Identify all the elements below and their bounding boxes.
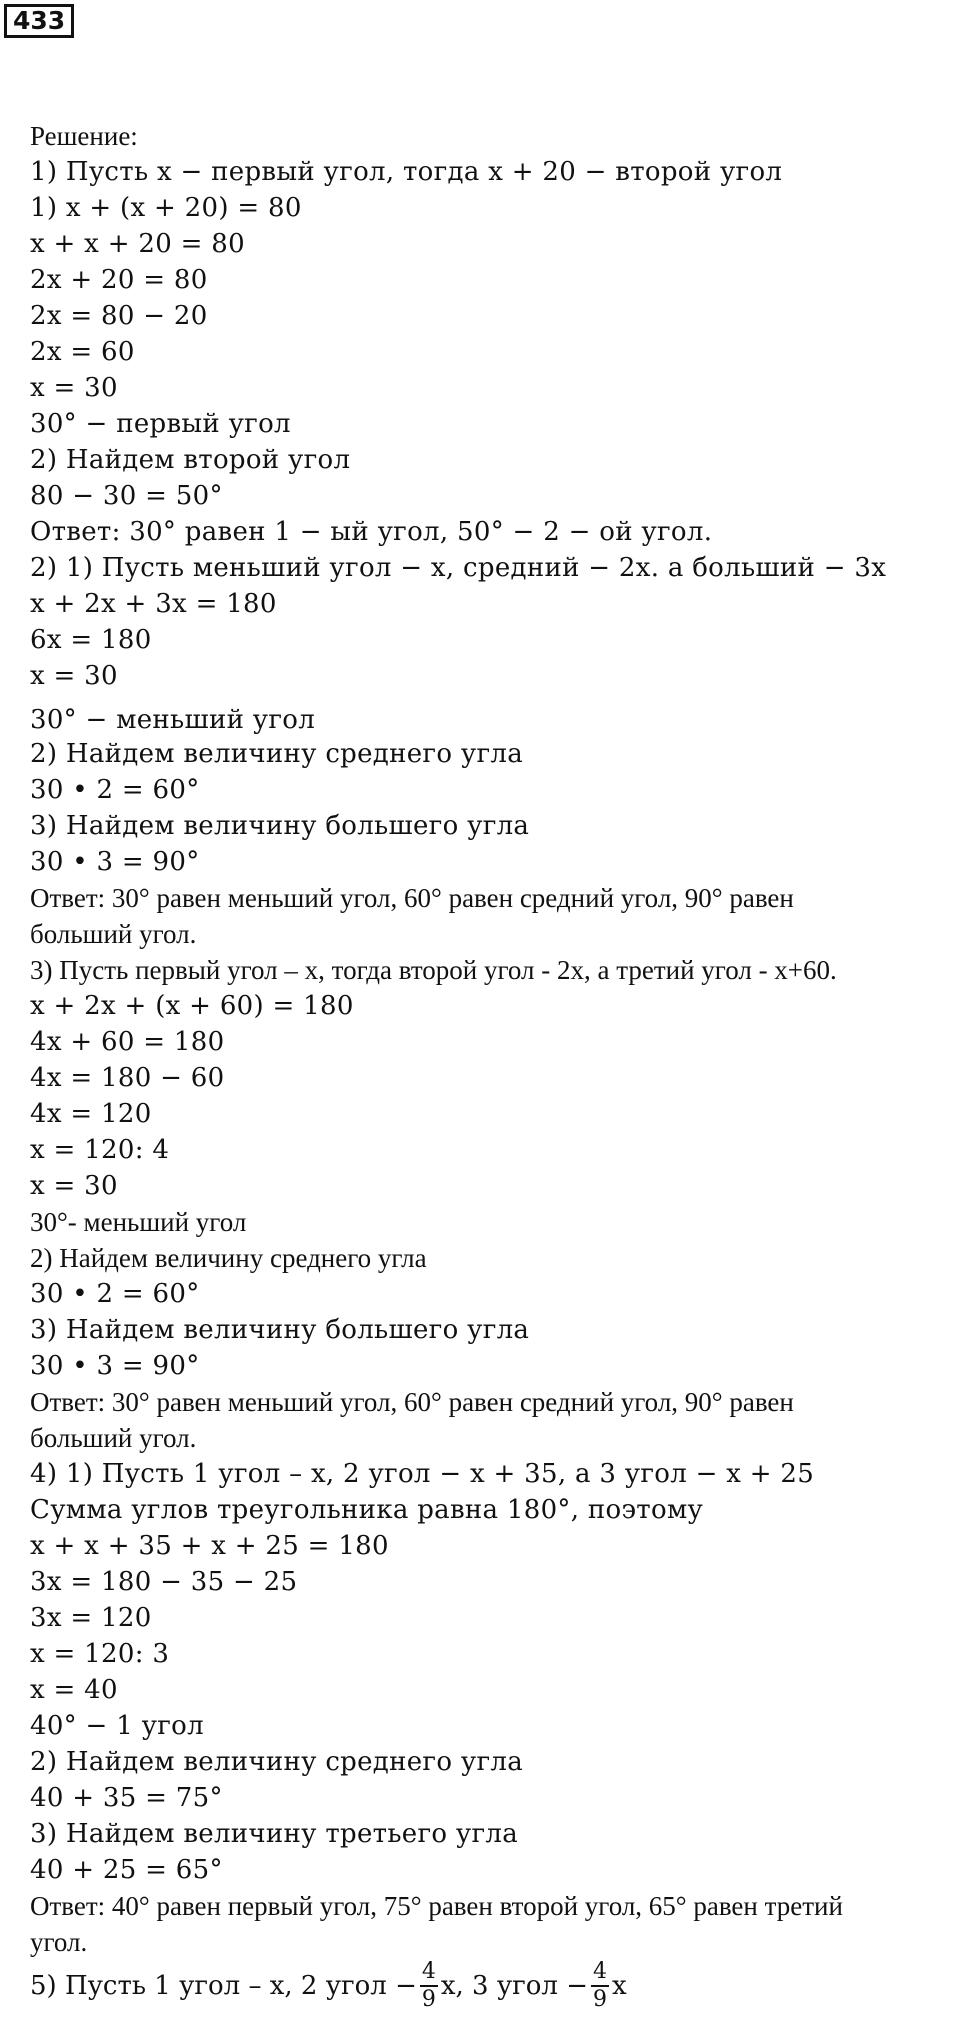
solution-line: 2) Найдем величину среднего угла (30, 1747, 524, 1777)
solution-line: x = 30 (30, 1171, 118, 1201)
solution-line: 3x = 120 (30, 1603, 152, 1633)
solution-line: Ответ: 30° равен меньший угол, 60° равен средний угол, 90° равен (30, 1387, 794, 1417)
numerator: 4 (593, 1959, 607, 1984)
solution-line: Ответ: 30° равен 1 − ый угол, 50° − 2 − ой угол. (30, 517, 713, 547)
solution-line: Решение: (30, 121, 138, 151)
solution-line: 30° − первый угол (30, 409, 291, 439)
solution-line: 2) Найдем второй угол (30, 445, 351, 475)
solution-line: 6x = 180 (30, 625, 152, 655)
solution-line: угол. (30, 1927, 88, 1957)
solution-line: 30° − меньший угол (30, 705, 316, 735)
solution-line: 3) Найдем величину большего угла (30, 1315, 530, 1345)
solution-line: 4) 1) Пусть 1 угол – x, 2 угол − x + 35, а 3 угол − x + 25 (30, 1459, 815, 1489)
solution-line: 4x + 60 = 180 (30, 1027, 225, 1057)
solution-line: Сумма углов треугольника равна 180°, поэтому (30, 1495, 704, 1525)
solution-line: x + x + 20 = 80 (30, 229, 245, 259)
fraction (591, 1959, 609, 2013)
solution-line: 1) Пусть x − первый угол, тогда x + 20 − второй угол (30, 157, 783, 187)
solution-line: Ответ: 30° равен меньший угол, 60° равен средний угол, 90° равен (30, 883, 794, 913)
solution-line: 30 • 3 = 90° (30, 847, 200, 877)
solution-line: x + x + 35 + x + 25 = 180 (30, 1531, 389, 1561)
solution-line: 3x = 180 − 35 − 25 (30, 1567, 298, 1597)
fraction (420, 1959, 438, 2013)
solution-line: 40 + 35 = 75° (30, 1783, 223, 1813)
solution-line: 2) 1) Пусть меньший угол − x, средний − 2x. а больший − 3x (30, 553, 887, 583)
solution-line: 4x = 120 (30, 1099, 152, 1129)
solution-line: 2x = 60 (30, 337, 135, 367)
numerator: 4 (421, 1959, 436, 1984)
solution-line: x + 2x + 3x = 180 (30, 589, 277, 619)
solution-line-fraction (30, 1956, 627, 2016)
solution-line: x = 30 (30, 373, 118, 403)
solution-line: 40 + 25 = 65° (30, 1855, 223, 1885)
solution-line: 4x = 180 − 60 (30, 1063, 225, 1093)
solution-line: 30 • 2 = 60° (30, 1279, 200, 1309)
line-text: 5) Пусть 1 угол – x, 2 угол − (30, 1971, 417, 2001)
denominator: 9 (421, 1987, 436, 2012)
line-text: x, 3 угол − (440, 1971, 588, 2001)
solution-text (30, 118, 960, 1960)
solution-line: 2x + 20 = 80 (30, 265, 208, 295)
solution-line: 30 • 3 = 90° (30, 1351, 200, 1381)
problem-number: 433 (4, 4, 74, 38)
line-text: x (612, 1971, 627, 2001)
solution-line: 2x = 80 − 20 (30, 301, 208, 331)
solution-line: больший угол. (30, 1423, 197, 1453)
solution-line: x = 120: 3 (30, 1639, 170, 1669)
solution-line: 3) Найдем величину третьего угла (30, 1819, 519, 1849)
solution-line: 80 − 30 = 50° (30, 481, 223, 511)
denominator: 9 (593, 1987, 607, 2012)
solution-line: 2) Найдем величину среднего угла (30, 739, 524, 769)
solution-line: x = 30 (30, 661, 118, 691)
solution-line: 30 • 2 = 60° (30, 775, 200, 805)
solution-line: 40° − 1 угол (30, 1711, 204, 1741)
solution-line: x = 120: 4 (30, 1135, 170, 1165)
solution-line: 1) x + (x + 20) = 80 (30, 193, 302, 223)
solution-line: x = 40 (30, 1675, 118, 1705)
solution-line: x + 2x + (x + 60) = 180 (30, 991, 354, 1021)
solution-line: 2) Найдем величину среднего угла (30, 1243, 427, 1273)
solution-line: Ответ: 40° равен первый угол, 75° равен второй угол, 65° равен третий (30, 1891, 843, 1921)
solution-line: 3) Пусть первый угол – x, тогда второй угол - 2x, а третий угол - x+60. (30, 955, 837, 985)
solution-line: 3) Найдем величину большего угла (30, 811, 530, 841)
solution-line: 30°- меньший угол (30, 1207, 247, 1237)
solution-line: больший угол. (30, 919, 197, 949)
